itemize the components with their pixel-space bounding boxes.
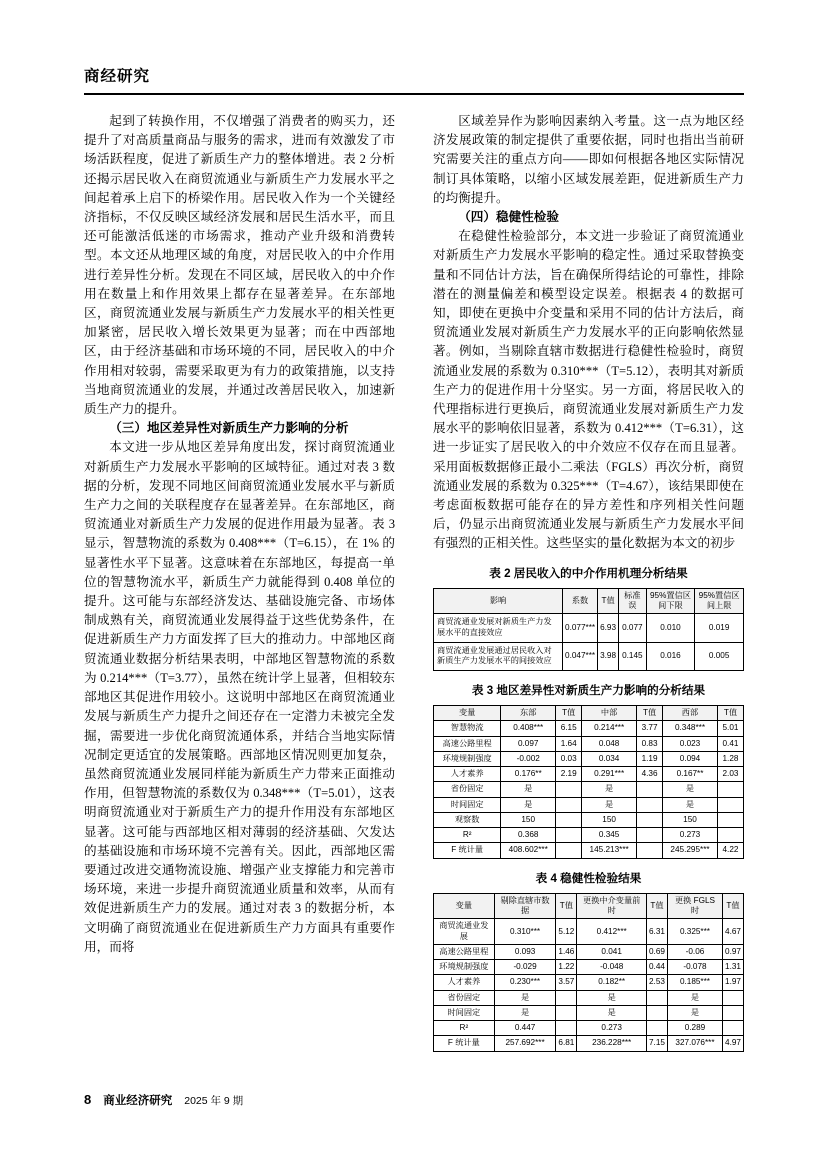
table-3-cell: 0.176** xyxy=(501,767,556,782)
table-4-header-cell: T值 xyxy=(723,893,744,919)
table-row xyxy=(434,919,744,945)
table-4-cell: 是 xyxy=(494,1005,556,1020)
table-4-cell: 0.310*** xyxy=(494,919,556,945)
table-4-cell: 1.46 xyxy=(556,944,577,959)
table-4-cell: 环境规制强度 xyxy=(434,960,495,975)
table-2-cell: 0.019 xyxy=(695,614,744,642)
table-row xyxy=(434,1005,744,1020)
table-row xyxy=(434,1036,744,1051)
table-4-cell: 7.15 xyxy=(646,1036,667,1051)
table-3-cell xyxy=(717,797,743,812)
table-4-cell: 1.22 xyxy=(556,960,577,975)
table-3-header-cell: 中部 xyxy=(582,706,637,721)
table-4-cell: -0.078 xyxy=(667,960,722,975)
table-2-cell: 0.010 xyxy=(646,614,695,642)
table-3-cell xyxy=(637,843,663,858)
table-3-cell: 150 xyxy=(582,812,637,827)
table-2-header-cell: 影响 xyxy=(434,588,563,614)
table-3-header-cell: T值 xyxy=(717,706,743,721)
table-3-cell: 0.214*** xyxy=(582,721,637,736)
table-3-cell: F 统计量 xyxy=(434,843,501,858)
table-3-cell: 省份固定 xyxy=(434,782,501,797)
table-row xyxy=(434,782,744,797)
table-3-cell: 0.167** xyxy=(663,767,718,782)
table-2-caption: 表 2 居民收入的中介作用机理分析结果 xyxy=(489,566,688,580)
table-4-cell: 0.041 xyxy=(577,944,647,959)
table-3-cell: 智慧物流 xyxy=(434,721,501,736)
table-3-cell: 4.36 xyxy=(637,767,663,782)
table-2-cell: 0.077 xyxy=(619,614,647,642)
table-3-cell xyxy=(717,828,743,843)
table-3-cell: 0.034 xyxy=(582,751,637,766)
table-3-cell: 环境规制强度 xyxy=(434,751,501,766)
table-3-cell: 2.03 xyxy=(717,767,743,782)
table-3-cell: 6.15 xyxy=(556,721,582,736)
table-2-header-cell: 系数 xyxy=(563,588,598,614)
table-4-cell: 0.412*** xyxy=(577,919,647,945)
table-4-cell: 0.69 xyxy=(646,944,667,959)
table-3-cell: 高速公路里程 xyxy=(434,736,501,751)
table-4-cell: 时间固定 xyxy=(434,1005,495,1020)
header-divider xyxy=(84,93,744,95)
table-3-cell xyxy=(637,828,663,843)
table-4-cell: 1.31 xyxy=(723,960,744,975)
header-title: 商经研究 xyxy=(84,68,151,85)
table-4-cell: 0.093 xyxy=(494,944,556,959)
table-4-cell: -0.048 xyxy=(577,960,647,975)
table-3-cell: 是 xyxy=(501,782,556,797)
table-4-cell: 是 xyxy=(577,990,647,1005)
table-4-cell: 5.12 xyxy=(556,919,577,945)
table-3-header-cell: T值 xyxy=(637,706,663,721)
issue-label: 2025 年 9 期 xyxy=(184,1095,244,1107)
table-4-cell xyxy=(723,990,744,1005)
table-4-cell: 高速公路里程 xyxy=(434,944,495,959)
table-3-cell: 0.291*** xyxy=(582,767,637,782)
table-2-cell: 0.047*** xyxy=(563,642,598,670)
page-number: 8 xyxy=(84,1092,92,1107)
table-row xyxy=(434,797,744,812)
table-row xyxy=(434,960,744,975)
table-3-cell xyxy=(556,843,582,858)
table-3-cell xyxy=(717,782,743,797)
table-4-cell: -0.029 xyxy=(494,960,556,975)
table-4-cell: 4.97 xyxy=(723,1036,744,1051)
table-3-cell: 0.094 xyxy=(663,751,718,766)
page-header xyxy=(84,64,744,86)
table-3-cell: 是 xyxy=(501,797,556,812)
table-3-cell: 2.19 xyxy=(556,767,582,782)
table-row xyxy=(434,614,744,642)
table-3-cell xyxy=(637,797,663,812)
table-3-cell xyxy=(556,797,582,812)
paragraph-section-3: 本文进一步从地区差异角度出发，探讨商贸流通业对新质生产力发展水平影响的区域特征。通过对表 3 数据的分析，发现不同地区间商贸流通业发展水平与新质生产力之间的关联程度存在显著差异。在东部地区，商贸流通业对新质生产力发展的促进作用最为显著。表 3 显示，智慧物流的系数为 0.408***（T=6.15），在 1% 的显著性水平下显著。这意味着在东部地区，每提高一单位的智慧物流水平，新质生产力就能得到 0.408 单位的提升。这可能与东部经济发达、基础设施完备、市场体制成熟有关，商贸流通业发展得益于这些优势条件，在促进新质生产力方面发挥了巨大的推动力。中部地区商贸流通业数据分析结果表明，中部地区智慧物流的系数为 0.214***（T=3.77），虽然在统计学上显著，但相较东部地区其促进作用较小。这说明中部地区在商贸流通业发展与新质生产力提升之间还存在一定潜力未被完全发掘，需要进一步优化商贸流通体系，并结合当地实际情况制定更适宜的发展策略。西部地区情况则更加复杂，虽然商贸流通业发展同样能为新质生产力带来正面推动作用，但智慧物流的系数仅为 0.348***（T=5.01），这表明商贸流通业对于新质生产力的提升作用没有东部地区显著。这可能与西部地区相对薄弱的经济基础、欠发达的基础设施和市场环境不完善有关。因此，西部地区需要通过改进交通物流设施、增强产业支撑能力和完善市场环境，来进一步提升商贸流通业质量和效率，从而有效促进新质生产力的发展。通过对表 3 的数据分析，本文明确了商贸流通业在促进新质生产力方面具有重要作用，而将 xyxy=(84,440,395,954)
table-3-cell: 1.28 xyxy=(717,751,743,766)
table-4-cell xyxy=(646,990,667,1005)
table-4-cell: 4.67 xyxy=(723,919,744,945)
table-4-cell: 省份固定 xyxy=(434,990,495,1005)
table-row xyxy=(434,706,744,721)
table-4-cell xyxy=(556,1005,577,1020)
table-2 xyxy=(433,588,744,671)
table-4-header-cell: 剔除直辖市数据 xyxy=(494,893,556,919)
table-3-cell: 408.602*** xyxy=(501,843,556,858)
table-4-cell: 236.228*** xyxy=(577,1036,647,1051)
table-4-cell: 3.57 xyxy=(556,975,577,990)
table-3-cell xyxy=(556,828,582,843)
table-3-cell: 是 xyxy=(582,797,637,812)
table-3-cell: 150 xyxy=(501,812,556,827)
table-3-cell: R² xyxy=(434,828,501,843)
table-4-cell xyxy=(723,1005,744,1020)
table-row xyxy=(434,721,744,736)
table-3-cell: -0.002 xyxy=(501,751,556,766)
table-4 xyxy=(433,893,744,1052)
table-row xyxy=(434,990,744,1005)
table-4-cell: 6.81 xyxy=(556,1036,577,1051)
table-3-cell: 观察数 xyxy=(434,812,501,827)
paragraph-section-4: 在稳健性检验部分，本文进一步验证了商贸流通业对新质生产力发展水平影响的稳定性。通过采取替换变量和不同估计方法，旨在确保所得结论的可靠性，排除潜在的测量偏差和模型设定误差。根据表 4 的数据可知，即使在更换中介变量和采用不同的估计方法后，商贸流通业发展对新质生产力发展水平的正向影响依然显著。例如，当剔除直辖市数据进行稳健性检验时，商贸流通业发展的系数为 0.310***（T=5.12），表明其对新质生产力的促进作用十分坚实。另一方面，将居民收入的代理指标进行更换后，商贸流通业发展对新质生产力发展水平的影响依旧显著，系数为 0.412***（T=6.31），这进一步证实了居民收入的中介效应不仅存在而且显著。采用面板数据修正最小二乘法（FGLS）再次分析，商贸流通业发展的系数为 0.325***（T=4.67），该结果即使在考虑面板数据可能存在的异方差性和序列相关性问题后，仍显示出商贸流通业发展与新质生产力发展水平间有强烈的正相关性。这些坚实的量化数据为本文的初步 xyxy=(433,229,744,551)
table-4-cell: 0.289 xyxy=(667,1021,722,1036)
table-row xyxy=(434,944,744,959)
table-row xyxy=(434,588,744,614)
table-4-header-cell: 更换中介变量前时 xyxy=(577,893,647,919)
table-4-cell: 0.273 xyxy=(577,1021,647,1036)
table-4-cell: 是 xyxy=(667,1005,722,1020)
table-2-cell: 0.016 xyxy=(646,642,695,670)
table-3-cell: 1.64 xyxy=(556,736,582,751)
table-3-cell: 0.41 xyxy=(717,736,743,751)
table-4-header-cell: 更换 FGLS 时 xyxy=(667,893,722,919)
table-2-cell: 0.145 xyxy=(619,642,647,670)
table-3-cell: 145.213*** xyxy=(582,843,637,858)
table-3-cell xyxy=(637,782,663,797)
table-4-cell: 0.185*** xyxy=(667,975,722,990)
table-4-header-cell: T值 xyxy=(556,893,577,919)
table-3-cell: 0.273 xyxy=(663,828,718,843)
table-row xyxy=(434,975,744,990)
table-4-caption: 表 4 稳健性检验结果 xyxy=(535,871,642,885)
table-3-cell: 时间固定 xyxy=(434,797,501,812)
table-4-header-cell: 变量 xyxy=(434,893,495,919)
table-2-header-cell: 95%置信区间上限 xyxy=(695,588,744,614)
table-4-cell: 6.31 xyxy=(646,919,667,945)
table-2-header-cell: 95%置信区间下限 xyxy=(646,588,695,614)
left-column xyxy=(84,112,395,1072)
table-3-header-cell: T值 xyxy=(556,706,582,721)
table-4-cell: 0.44 xyxy=(646,960,667,975)
table-3-cell: 是 xyxy=(582,782,637,797)
table-4-cell: 是 xyxy=(667,990,722,1005)
table-2-cell: 3.98 xyxy=(598,642,619,670)
table-4-cell: 327.076*** xyxy=(667,1036,722,1051)
table-3-cell: 1.19 xyxy=(637,751,663,766)
table-3-cell xyxy=(717,812,743,827)
paragraph-intro: 起到了转换作用，不仅增强了消费者的购买力，还提升了对高质量商品与服务的需求，进而有效激发了市场活跃程度，促进了新质生产力的整体增进。表 2 分析还揭示居民收入在商贸流通业与新质生产力发展水平之间起着承上启下的桥梁作用。居民收入作为一个关键经济指标，不仅反映区域经济发展和居民生活水平，而且还可能激活低迷的市场需求，推动产业升级和消费转型。本文还从地理区域的角度，对居民收入的中介作用进行差异性分析。发现在不同区域，居民收入的中介作用在数量上和作用效果上都存在显著差异。在东部地区，商贸流通业发展与新质生产力发展水平的相关性更加紧密，居民收入增长效果更为显著；而在中西部地区，由于经济基础和市场环境的不同，居民收入的中介作用相对较弱，需要采取更为有力的政策措施，以支持当地商贸流通业的发展，并通过改善居民收入，加速新质生产力的提升。 xyxy=(84,114,395,417)
table-4-cell xyxy=(646,1021,667,1036)
table-3-cell xyxy=(556,812,582,827)
table-2-cell: 商贸流通业发展通过居民收入对新质生产力发展水平的间接效应 xyxy=(434,642,563,670)
table-3-cell: 4.22 xyxy=(717,843,743,858)
table-3-header-cell: 变量 xyxy=(434,706,501,721)
table-3-cell xyxy=(556,782,582,797)
table-2-cell: 6.93 xyxy=(598,614,619,642)
right-column xyxy=(433,112,744,1072)
table-4-cell: 是 xyxy=(494,990,556,1005)
table-3 xyxy=(433,705,744,859)
paragraph-region-conclusion: 区域差异作为影响因素纳入考量。这一点为地区经济发展政策的制定提供了重要依据，同时也指出当前研究需要关注的重点方向——即如何根据各地区实际情况制订具体策略，以缩小区域发展差距，促进新质生产力的均衡提升。 xyxy=(433,114,744,205)
table-4-cell: 257.692*** xyxy=(494,1036,556,1051)
table-3-cell xyxy=(637,812,663,827)
table-4-cell: F 统计量 xyxy=(434,1036,495,1051)
table-3-cell: 150 xyxy=(663,812,718,827)
table-3-cell: 人才素养 xyxy=(434,767,501,782)
table-3-cell: 是 xyxy=(663,782,718,797)
journal-name: 商业经济研究 xyxy=(103,1095,173,1107)
table-3-cell: 0.048 xyxy=(582,736,637,751)
page-footer xyxy=(84,1092,744,1108)
table-4-cell: R² xyxy=(434,1021,495,1036)
table-row xyxy=(434,642,744,670)
table-row xyxy=(434,767,744,782)
table-4-cell xyxy=(556,1021,577,1036)
table-2-cell: 商贸流通业发展对新质生产力发展水平的直接效应 xyxy=(434,614,563,642)
table-row xyxy=(434,893,744,919)
table-row xyxy=(434,751,744,766)
table-3-cell: 3.77 xyxy=(637,721,663,736)
table-4-cell xyxy=(646,1005,667,1020)
table-4-cell: 2.53 xyxy=(646,975,667,990)
table-4-cell: 0.447 xyxy=(494,1021,556,1036)
table-3-header-cell: 东部 xyxy=(501,706,556,721)
table-4-cell: -0.06 xyxy=(667,944,722,959)
table-4-cell: 0.182** xyxy=(577,975,647,990)
section-heading-3: （三）地区差异性对新质生产力影响的分析 xyxy=(109,421,349,436)
table-3-cell: 0.03 xyxy=(556,751,582,766)
table-row xyxy=(434,812,744,827)
table-row xyxy=(434,1021,744,1036)
table-3-cell: 5.01 xyxy=(717,721,743,736)
table-row xyxy=(434,828,744,843)
table-3-cell: 0.368 xyxy=(501,828,556,843)
table-3-cell: 0.345 xyxy=(582,828,637,843)
table-4-cell: 0.97 xyxy=(723,944,744,959)
table-4-cell: 0.325*** xyxy=(667,919,722,945)
table-3-cell: 245.295*** xyxy=(663,843,718,858)
table-4-cell xyxy=(723,1021,744,1036)
table-4-cell: 1.97 xyxy=(723,975,744,990)
table-4-cell: 0.230*** xyxy=(494,975,556,990)
two-column-body xyxy=(84,112,744,1072)
table-4-cell: 人才素养 xyxy=(434,975,495,990)
table-3-cell: 0.023 xyxy=(663,736,718,751)
table-4-header-cell: T值 xyxy=(646,893,667,919)
table-2-header-cell: T值 xyxy=(598,588,619,614)
table-4-cell: 是 xyxy=(577,1005,647,1020)
table-row xyxy=(434,843,744,858)
table-2-header-cell: 标准误 xyxy=(619,588,647,614)
table-3-header-cell: 西部 xyxy=(663,706,718,721)
table-2-cell: 0.005 xyxy=(695,642,744,670)
table-3-cell: 0.348*** xyxy=(663,721,718,736)
table-4-cell xyxy=(556,990,577,1005)
table-3-caption: 表 3 地区差异性对新质生产力影响的分析结果 xyxy=(471,684,706,697)
section-heading-4: （四）稳健性检验 xyxy=(458,210,559,225)
table-3-cell: 0.408*** xyxy=(501,721,556,736)
table-2-cell: 0.077*** xyxy=(563,614,598,642)
table-4-cell: 商贸流通业发展 xyxy=(434,919,495,945)
table-row xyxy=(434,736,744,751)
table-3-cell: 是 xyxy=(663,797,718,812)
table-3-cell: 0.83 xyxy=(637,736,663,751)
table-3-cell: 0.097 xyxy=(501,736,556,751)
